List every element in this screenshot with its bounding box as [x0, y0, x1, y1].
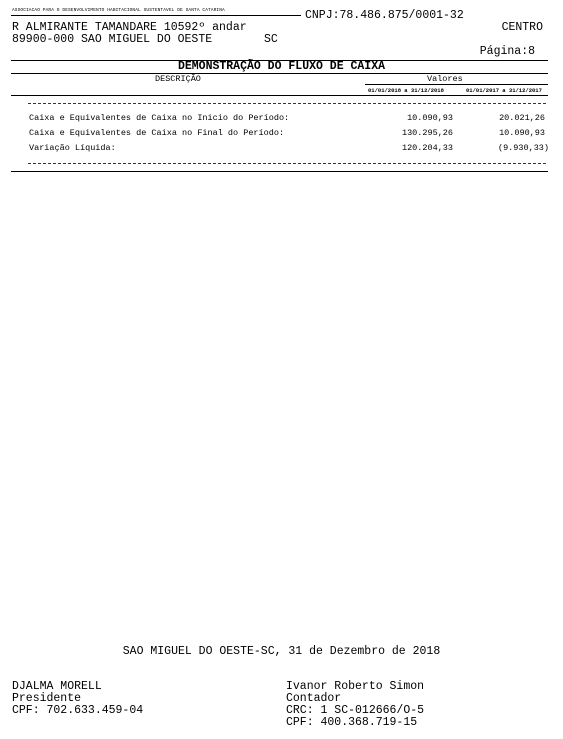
table-bottom-rule [11, 171, 548, 172]
period-1-header: 01/01/2018 a 31/12/2018 [368, 87, 444, 94]
signer-2-crc: CRC: 1 SC-012666/O-5 [286, 704, 425, 717]
period-2-header: 01/01/2017 a 31/12/2017 [466, 87, 542, 94]
row-value-2017: 20.021,26 [499, 113, 545, 123]
cnpj: CNPJ:78.486.875/0001-32 [305, 9, 464, 22]
column-values: Valores [427, 74, 463, 84]
signer-2-cpf: CPF: 400.368.719-15 [286, 716, 418, 729]
signer-1-cpf: CPF: 702.633.459-04 [12, 704, 144, 717]
place-and-date: SAO MIGUEL DO OESTE-SC, 31 de Dezembro de 2018 [122, 645, 441, 658]
address-line-2: 89900-000 SAO MIGUEL DO OESTE [12, 33, 213, 46]
row-value-2017: (9.930,33) [497, 143, 549, 153]
district: CENTRO [501, 21, 543, 34]
signer-1-name: DJALMA MORELL [12, 680, 102, 693]
header-rule [11, 15, 301, 16]
row-label: Caixa e Equivalentes de Caixa no Inicio do Período: [29, 113, 290, 123]
row-value-2018: 120.204,33 [401, 143, 453, 153]
row-label: Caixa e Equivalentes de Caixa no Final do Período: [29, 128, 285, 138]
row-label: Variação Líquida: [29, 143, 116, 153]
dashed-separator-bottom [28, 163, 546, 164]
signer-2-role: Contador [286, 692, 342, 705]
header-bottom-rule [11, 95, 548, 96]
values-rule [365, 84, 548, 85]
page-number: Página:8 [479, 45, 535, 58]
dashed-separator-top [28, 103, 546, 104]
signer-2-name: Ivanor Roberto Simon [286, 680, 425, 693]
report-title: DEMONSTRAÇÃO DO FLUXO DE CAIXA [177, 60, 386, 73]
signer-1-role: Presidente [12, 692, 82, 705]
row-value-2017: 10.090,93 [499, 128, 545, 138]
column-description: DESCRIÇÃO [155, 74, 201, 84]
title-bottom-rule [11, 73, 548, 74]
row-value-2018: 130.295,26 [401, 128, 453, 138]
organization-name: ASSOCIACAO PARA O DESENVOLVIMENTO HABITACIONAL SUSTENTAVEL DE SANTA CATARINA [12, 8, 225, 13]
address-line-1: R ALMIRANTE TAMANDARE 10592º andar [12, 21, 247, 34]
row-value-2018: 10.090,93 [407, 113, 453, 123]
state: SC [264, 33, 278, 46]
